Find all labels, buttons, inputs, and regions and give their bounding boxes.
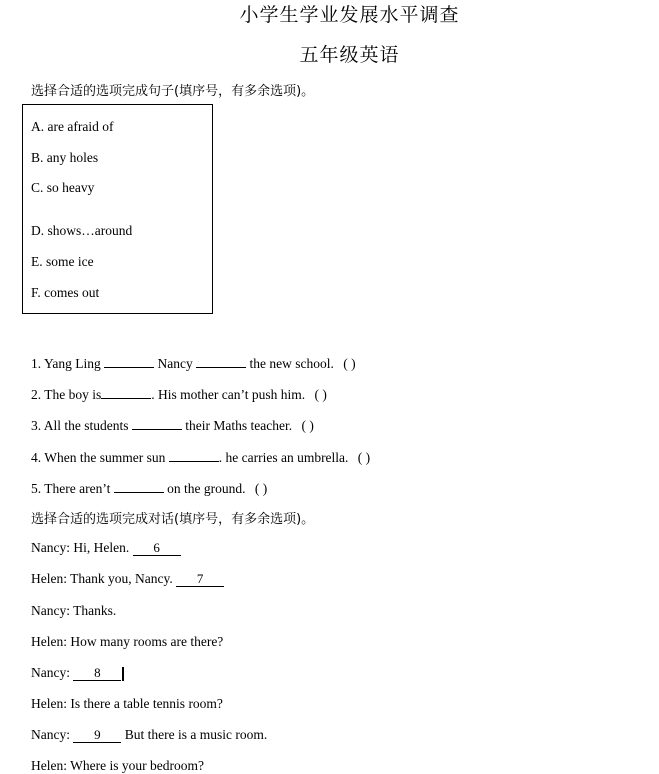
option-f: F. comes out <box>31 285 100 300</box>
option-d: D. shows…around <box>31 223 133 238</box>
question-text: 2. The boy is <box>31 387 102 402</box>
question-1 <box>31 353 356 372</box>
question-text: the new school. <box>249 356 334 371</box>
answer-parentheses[interactable]: ( ) <box>301 418 314 433</box>
answer-blank[interactable] <box>196 353 246 368</box>
section2-instruction: 选择合适的选项完成对话(填序号，有多余选项)。 <box>31 512 315 527</box>
answer-blank-6[interactable]: 6 <box>133 541 181 556</box>
question-text: 1. Yang Ling <box>31 356 101 371</box>
answer-blank-8[interactable]: 8 <box>73 666 121 681</box>
question-2 <box>31 384 327 403</box>
question-text: Nancy <box>157 356 193 371</box>
question-text: . His mother can’t push him. <box>151 387 306 402</box>
dialogue-line-4: Helen: How many rooms are there? <box>31 634 224 649</box>
option-a: A. are afraid of <box>31 119 114 134</box>
answer-parentheses[interactable]: ( ) <box>357 450 371 465</box>
dialogue-line-1 <box>31 540 181 556</box>
dialogue-text: Nancy: <box>31 727 70 742</box>
dialogue-line-3: Nancy: Thanks. <box>31 603 117 618</box>
question-text: 4. When the summer sun <box>31 450 166 465</box>
answer-blank[interactable] <box>169 447 219 462</box>
answer-parentheses[interactable]: ( ) <box>314 387 327 402</box>
question-text: 5. There aren’t <box>31 481 111 496</box>
option-e: E. some ice <box>31 254 94 269</box>
question-5 <box>31 478 267 497</box>
option-b: B. any holes <box>31 150 99 165</box>
question-text: their Maths teacher. <box>185 418 293 433</box>
dialogue-text: Nancy: Hi, Helen. <box>31 540 130 555</box>
answer-blank[interactable] <box>101 384 151 399</box>
dialogue-text: But there is a music room. <box>124 727 268 742</box>
question-text: 3. All the students <box>31 418 129 433</box>
section1-instruction: 选择合适的选项完成句子(填序号，有多余选项)。 <box>31 84 315 99</box>
answer-parentheses[interactable]: ( ) <box>343 356 356 371</box>
dialogue-line-7 <box>31 727 267 743</box>
answer-parentheses[interactable]: ( ) <box>254 481 268 496</box>
option-c: C. so heavy <box>31 180 95 195</box>
answer-blank[interactable] <box>104 353 154 368</box>
dialogue-text: Nancy: <box>31 665 70 680</box>
answer-blank[interactable] <box>114 478 164 493</box>
text-cursor <box>122 667 124 681</box>
page-subtitle: 五年级英语 <box>299 44 400 66</box>
answer-blank-7[interactable]: 7 <box>176 572 224 587</box>
options-box <box>22 104 213 314</box>
dialogue-line-2 <box>31 571 224 587</box>
question-4 <box>31 447 370 466</box>
dialogue-text: Helen: Thank you, Nancy. <box>31 571 173 586</box>
page-title: 小学生学业发展水平调查 <box>239 4 460 26</box>
question-text: . he carries an umbrella. <box>218 450 349 465</box>
answer-blank-9[interactable]: 9 <box>73 728 121 743</box>
dialogue-line-6: Helen: Is there a table tennis room? <box>31 696 223 711</box>
answer-blank[interactable] <box>132 415 182 430</box>
question-text: on the ground. <box>167 481 246 496</box>
dialogue-line-8: Helen: Where is your bedroom? <box>31 758 204 773</box>
dialogue-line-5 <box>31 665 124 681</box>
question-3 <box>31 415 314 434</box>
